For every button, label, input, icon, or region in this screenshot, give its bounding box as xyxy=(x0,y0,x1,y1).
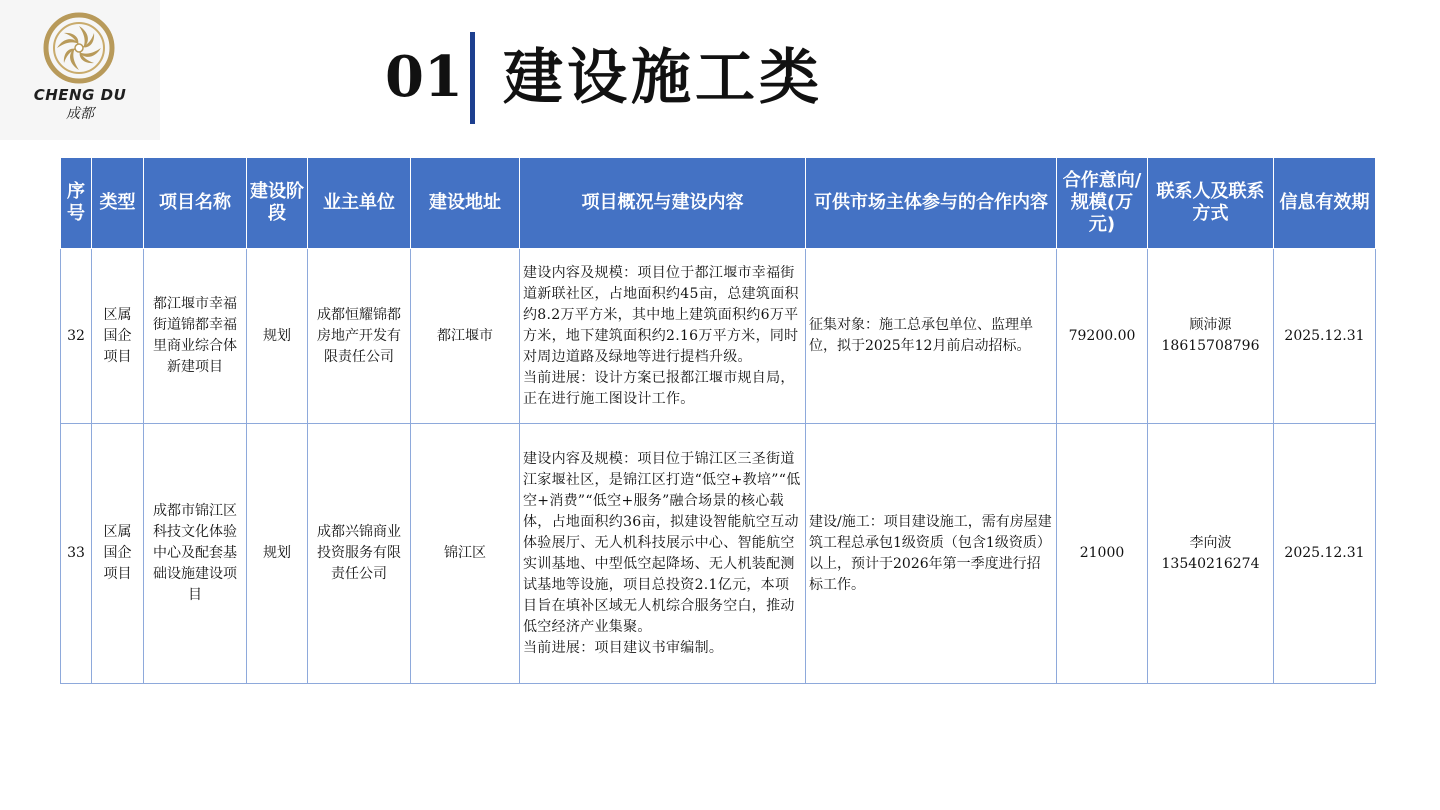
section-number: 01 xyxy=(385,44,463,110)
cell-valid: 2025.12.31 xyxy=(1274,249,1376,424)
cell-desc xyxy=(520,424,806,684)
cell-valid: 2025.12.31 xyxy=(1274,424,1376,684)
desc-text: 建设内容及规模：项目位于锦江区三圣街道江家堰社区，是锦江区打造“低空+教培”“低空+消费”“低空+服务”融合场景的核心载体，占地面积约36亩，拟建设智能航空互动体验展厅、无人机科技展示中心、智能航空实训基地、中型低空起降场、无人机装配测试基地等设施，项目总投资2.1亿元，本项目旨在填补区域无人机综合服务空白，推动低空经济产业集聚。 当前进展：项目建议书审编制。 xyxy=(523,450,801,656)
cell-desc xyxy=(520,249,806,424)
table-row xyxy=(61,249,1376,424)
cell-name: 成都市锦江区科技文化体验中心及配套基础设施建设项目 xyxy=(144,424,247,684)
cell-address: 锦江区 xyxy=(411,424,520,684)
logo-text-zh: 成都 xyxy=(66,106,94,122)
header-name: 项目名称 xyxy=(144,158,247,249)
header-desc: 项目概况与建设内容 xyxy=(520,158,806,249)
header-coop: 可供市场主体参与的合作内容 xyxy=(806,158,1057,249)
cell-name: 都江堰市幸福街道锦都幸福里商业综合体新建项目 xyxy=(144,249,247,424)
cell-coop: 建设/施工：项目建设施工，需有房屋建筑工程总承包1级资质（包含1级资质）以上，预计于2026年第一季度进行招标工作。 xyxy=(806,424,1057,684)
cell-type: 区属国企项目 xyxy=(92,424,144,684)
header-owner: 业主单位 xyxy=(308,158,411,249)
table-header-row xyxy=(61,158,1376,249)
cell-address: 都江堰市 xyxy=(411,249,520,424)
header-stage: 建设阶段 xyxy=(247,158,308,249)
cheng-du-logo-icon xyxy=(43,12,115,84)
header-address: 建设地址 xyxy=(411,158,520,249)
section-title: 建设施工类 xyxy=(503,43,823,113)
header-type: 类型 xyxy=(92,158,144,249)
contact-phone: 13540216274 xyxy=(1161,555,1260,572)
section-divider xyxy=(470,32,475,124)
cell-scale: 79200.00 xyxy=(1057,249,1148,424)
cell-scale: 21000 xyxy=(1057,424,1148,684)
desc-text: 建设内容及规模：项目位于都江堰市幸福街道新联社区，占地面积约45亩，总建筑面积约8.2万平方米，其中地上建筑面积约6万平方米，地下建筑面积约2.16万平方米，同时对周边道路及绿地等进行提档升级。 当前进展：设计方案已报都江堰市规自局，正在进行施工图设计工作。 xyxy=(523,264,799,407)
contact-name: 顾沛源 xyxy=(1189,317,1232,333)
cell-contact xyxy=(1148,249,1274,424)
logo xyxy=(0,0,160,140)
cell-coop: 征集对象：施工总承包单位、监理单位，拟于2025年12月前启动招标。 xyxy=(806,249,1057,424)
header-no: 序号 xyxy=(61,158,92,249)
cell-contact xyxy=(1148,424,1274,684)
header-valid: 信息有效期 xyxy=(1274,158,1376,249)
header-contact: 联系人及联系方式 xyxy=(1148,158,1274,249)
cell-owner: 成都恒耀锦都房地产开发有限责任公司 xyxy=(308,249,411,424)
contact-name: 李向波 xyxy=(1189,534,1232,551)
table-row xyxy=(61,424,1376,684)
cell-type: 区属国企项目 xyxy=(92,249,144,424)
contact-phone: 18615708796 xyxy=(1161,338,1260,354)
cell-owner: 成都兴锦商业投资服务有限责任公司 xyxy=(308,424,411,684)
cell-no: 32 xyxy=(61,249,92,424)
project-table xyxy=(60,157,1376,684)
logo-text-en: CHENG DU xyxy=(33,86,127,104)
cell-no: 33 xyxy=(61,424,92,684)
cell-stage: 规划 xyxy=(247,424,308,684)
cell-stage: 规划 xyxy=(247,249,308,424)
header-scale: 合作意向/规模(万元) xyxy=(1057,158,1148,249)
